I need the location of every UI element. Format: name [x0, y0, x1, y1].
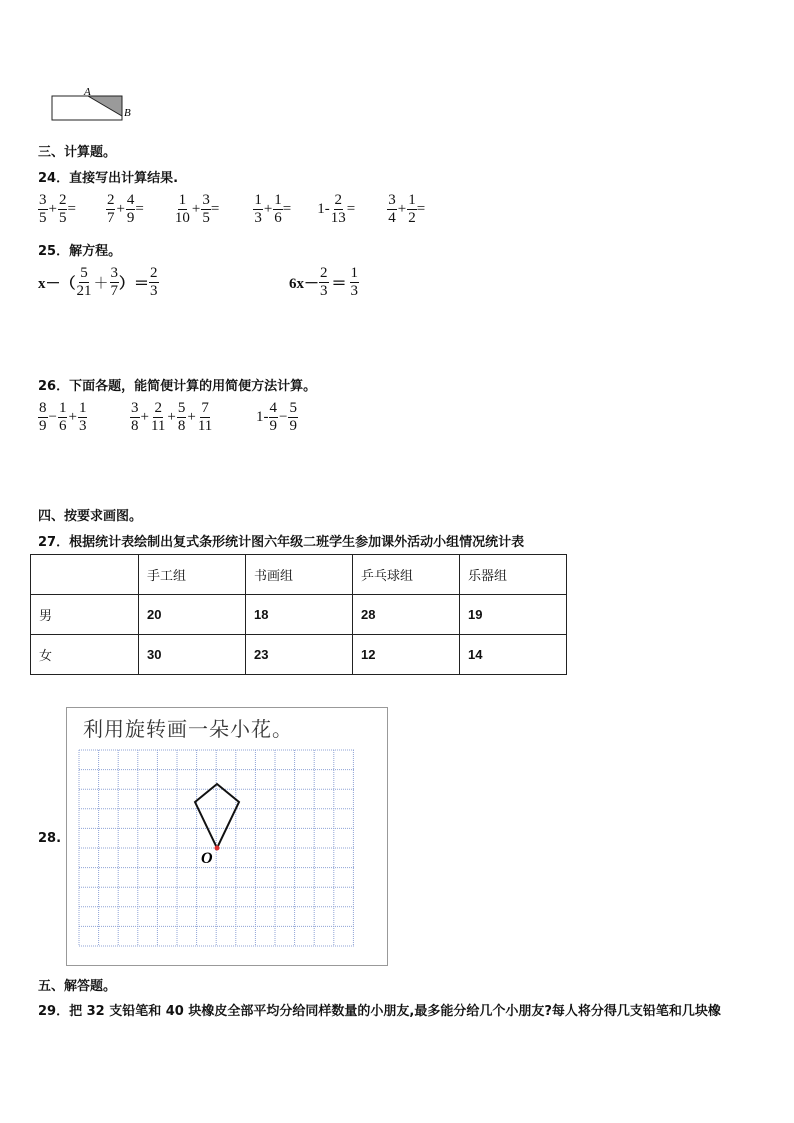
- section-3-heading: 三、计算题。: [38, 145, 117, 160]
- table-cell: 14: [460, 635, 567, 675]
- rotation-center-point: [215, 846, 220, 851]
- section-5-heading: 五、解答题。: [38, 979, 117, 994]
- question-28-number: 28.: [38, 831, 62, 846]
- table-cell: 20: [139, 595, 246, 635]
- table-header-cell: [31, 555, 139, 595]
- q26-expression-1: $\frac{8}{9}$ − $\frac{1}{6}$ + $\frac{1}{3}$: [39, 400, 87, 434]
- table-header-cell: 乐器组: [460, 555, 567, 595]
- table-row-label: 女: [31, 635, 139, 675]
- q24-item-2: $\frac{2}{7}$ + $\frac{4}{9}$ =: [106, 192, 144, 226]
- q24-item-4: $\frac{1}{3}$ + $\frac{1}{6}$ =: [254, 192, 292, 226]
- question-27-title: 27．根据统计表绘制出复式条形统计图六年级二班学生参加课外活动小组情况统计表: [38, 535, 525, 550]
- q24-item-3: $\frac{1}{10}$ + $\frac{3}{5}$ =: [174, 192, 220, 226]
- rotation-grid-figure: [66, 707, 388, 966]
- table-cell: 30: [139, 635, 246, 675]
- point-o-label: O: [201, 850, 213, 867]
- dotted-grid: [67, 708, 389, 967]
- table-row: [31, 635, 567, 675]
- kite-shape: [195, 784, 239, 848]
- rectangle-figure: [50, 86, 140, 122]
- table-row: [31, 595, 567, 635]
- table-cell: 12: [353, 635, 460, 675]
- q26-expression-3: 1- $\frac{4}{9}$ − $\frac{5}{9}$: [256, 400, 297, 434]
- q24-item-1: $\frac{3}{5}$ + $\frac{2}{5}$ =: [39, 192, 76, 226]
- q25-equation-2: 6x－ $\frac{2}{3}$ ＝ $\frac{1}{3}$: [289, 265, 359, 299]
- q26-expression-2: $\frac{3}{8}$ + $\frac{2}{11}$ + $\frac{5}{8}$ + $\frac{7}{11}$: [131, 400, 213, 434]
- q24-item-5: 1- $\frac{2}{13}$ =: [317, 192, 356, 226]
- q24-item-6: $\frac{3}{4}$ + $\frac{1}{2}$ =: [388, 192, 426, 226]
- q24-expressions: [38, 192, 425, 227]
- table-header-cell: 书画组: [246, 555, 353, 595]
- section-4-heading: 四、按要求画图。: [38, 509, 143, 524]
- table-header-cell: 手工组: [139, 555, 246, 595]
- table-row-label: 男: [31, 595, 139, 635]
- activity-stats-table: [30, 554, 567, 675]
- table-cell: 23: [246, 635, 353, 675]
- table-cell: 18: [246, 595, 353, 635]
- table-header-row: [31, 555, 567, 595]
- table-cell: 19: [460, 595, 567, 635]
- question-26-title: 26．下面各题，能简便计算的用简便方法计算。: [38, 379, 317, 394]
- question-25-title: 25．解方程。: [38, 244, 122, 259]
- question-29-text: 29．把 32 支铅笔和 40 块橡皮全部平均分给同样数量的小朋友,最多能分给几个小朋友?每人将分得几支铅笔和几块橡: [38, 1004, 721, 1019]
- table-header-cell: 乒乓球组: [353, 555, 460, 595]
- table-cell: 28: [353, 595, 460, 635]
- point-a-label: A: [84, 86, 91, 98]
- question-24-title: 24．直接写出计算结果.: [38, 171, 179, 186]
- point-b-label: B: [124, 107, 131, 119]
- q25-equation-1: x－（ $\frac{5}{21}$ ＋ $\frac{3}{7}$ ）＝ $\frac{2}{3}$: [38, 265, 158, 299]
- rotation-caption: 利用旋转画一朵小花。: [83, 717, 293, 741]
